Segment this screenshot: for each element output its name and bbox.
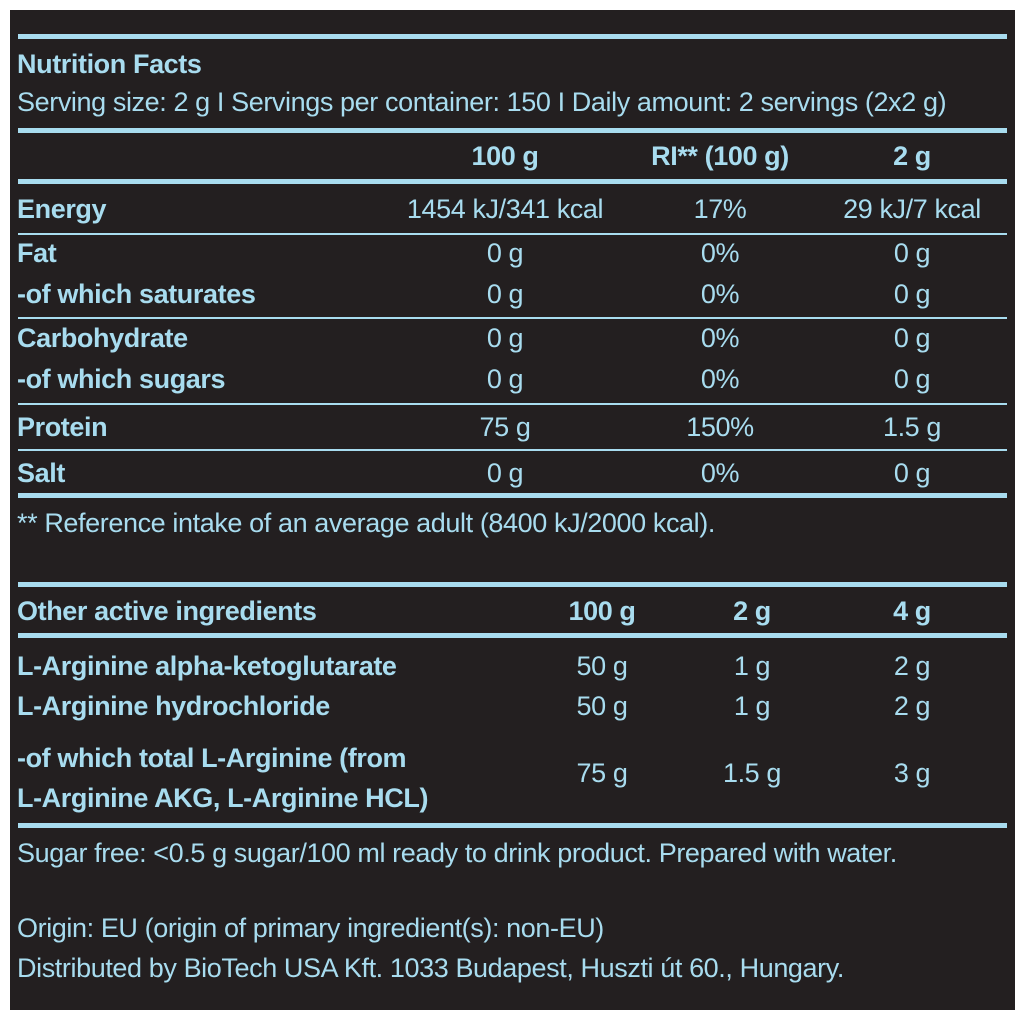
row-fat-100g: 0 g	[486, 238, 524, 268]
row-protein-2g: 1.5 g	[882, 412, 942, 442]
active-row-akg-2g: 1 g	[733, 651, 771, 681]
active-row-total-name-line1: -of which total L-Arginine (from	[17, 743, 407, 773]
row-energy-100g: 1454 kJ/341 kcal	[406, 194, 604, 224]
row-rule	[18, 449, 1007, 451]
active-row-total-name-line2: L-Arginine AKG, L-Arginine HCL)	[17, 783, 429, 813]
row-salt-2g: 0 g	[893, 458, 931, 488]
active-top-rule	[18, 582, 1007, 587]
row-energy-ri: 17%	[693, 194, 747, 224]
active-row-total-2g: 1.5 g	[722, 758, 782, 788]
row-protein-name: Protein	[17, 412, 108, 442]
active-row-akg-4g: 2 g	[893, 651, 931, 681]
sugar-free-note: Sugar free: <0.5 g sugar/100 ml ready to drink product. Prepared with water.	[17, 838, 897, 868]
row-rule	[18, 317, 1007, 319]
nutrition-label	[10, 10, 1015, 1010]
header-rule-bottom	[18, 179, 1007, 184]
active-bottom-rule	[18, 823, 1007, 828]
row-saturates-ri: 0%	[700, 279, 740, 309]
distributor-note: Distributed by BioTech USA Kft. 1033 Budapest, Huszti út 60., Hungary.	[17, 953, 844, 983]
active-row-hcl-name: L-Arginine hydrochloride	[17, 691, 330, 721]
row-sugars-ri: 0%	[700, 364, 740, 394]
row-carbohydrate-2g: 0 g	[893, 323, 931, 353]
row-fat-2g: 0 g	[893, 238, 931, 268]
row-salt-ri: 0%	[700, 458, 740, 488]
row-protein-100g: 75 g	[479, 412, 531, 442]
row-sugars-name: -of which sugars	[17, 364, 226, 394]
row-saturates-100g: 0 g	[486, 279, 524, 309]
row-carbohydrate-100g: 0 g	[486, 323, 524, 353]
col-header-2g: 2 g	[893, 141, 931, 171]
col-header-ri: RI** (100 g)	[651, 141, 789, 171]
row-carbohydrate-name: Carbohydrate	[17, 323, 188, 353]
row-sugars-2g: 0 g	[893, 364, 931, 394]
active-row-total-100g: 75 g	[576, 758, 628, 788]
active-row-akg-100g: 50 g	[576, 651, 628, 681]
row-saturates-name: -of which saturates	[17, 279, 256, 309]
active-header-rule	[18, 633, 1007, 638]
reference-intake-note: ** Reference intake of an average adult (8400 kJ/2000 kcal).	[17, 508, 715, 538]
header-rule-top	[18, 128, 1007, 133]
table-bottom-rule	[18, 493, 1007, 498]
active-row-hcl-2g: 1 g	[733, 691, 771, 721]
row-energy-2g: 29 kJ/7 kcal	[843, 194, 981, 224]
top-rule	[18, 34, 1007, 39]
row-saturates-2g: 0 g	[893, 279, 931, 309]
row-salt-name: Salt	[17, 458, 65, 488]
active-col-header-2g: 2 g	[733, 596, 771, 626]
row-salt-100g: 0 g	[486, 458, 524, 488]
active-row-hcl-4g: 2 g	[893, 691, 931, 721]
origin-note: Origin: EU (origin of primary ingredient(s): non-EU)	[17, 913, 604, 943]
active-col-header-100g: 100 g	[568, 596, 636, 626]
row-fat-name: Fat	[17, 238, 57, 268]
serving-info: Serving size: 2 g I Servings per container: 150 I Daily amount: 2 servings (2x2 g)	[17, 87, 947, 117]
col-header-100g: 100 g	[471, 141, 539, 171]
row-sugars-100g: 0 g	[486, 364, 524, 394]
active-row-akg-name: L-Arginine alpha-ketoglutarate	[17, 651, 397, 681]
active-row-hcl-100g: 50 g	[576, 691, 628, 721]
row-carbohydrate-ri: 0%	[700, 323, 740, 353]
row-protein-ri: 150%	[686, 412, 754, 442]
row-energy-name: Energy	[17, 194, 107, 224]
active-col-header-4g: 4 g	[893, 596, 931, 626]
label-title: Nutrition Facts	[17, 49, 202, 79]
row-fat-ri: 0%	[700, 238, 740, 268]
active-row-total-4g: 3 g	[893, 758, 931, 788]
row-rule	[18, 233, 1007, 235]
row-rule	[18, 403, 1007, 405]
active-header-title: Other active ingredients	[17, 596, 317, 626]
